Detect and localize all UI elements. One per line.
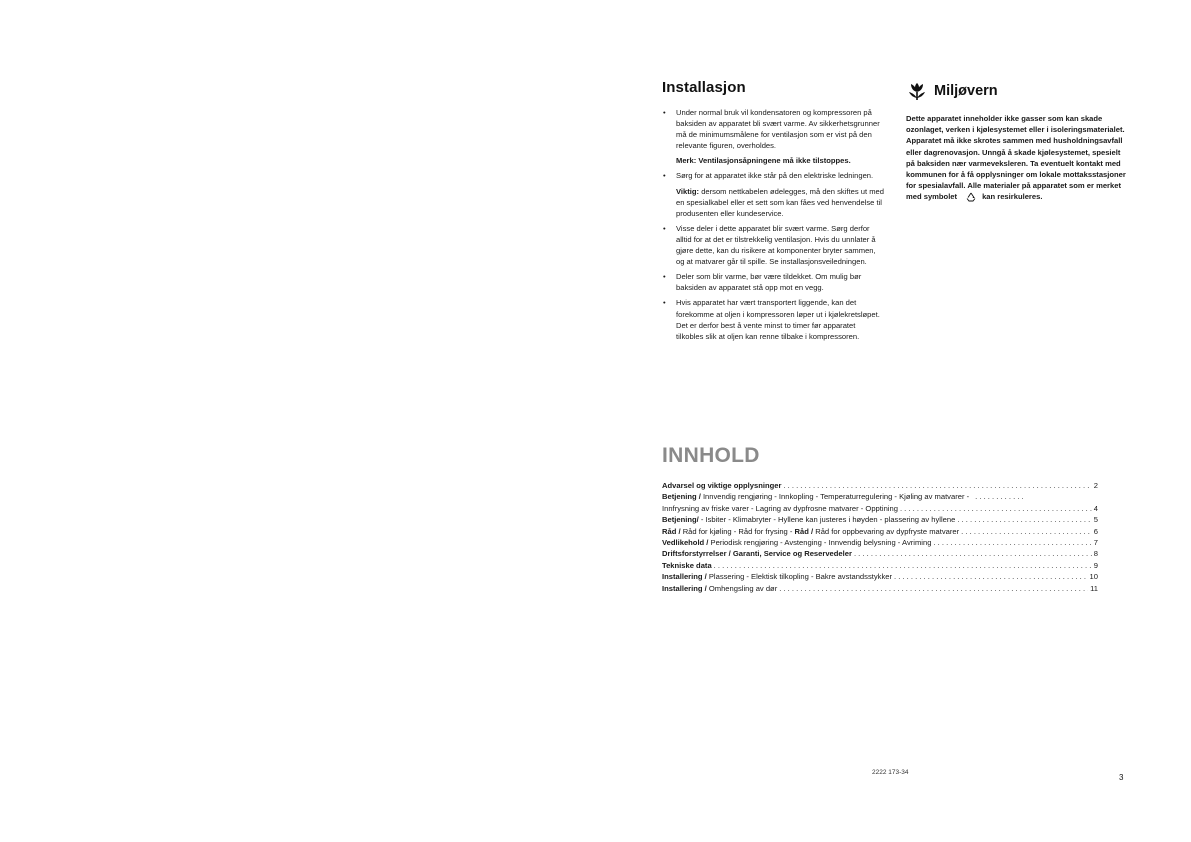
toc-row[interactable] — [662, 583, 1098, 594]
toc-entry-text: - Isbiter - Klimabryter - Hyllene kan justeres i høyden - plassering av hyllene — [698, 515, 956, 525]
toc-entry — [662, 480, 781, 491]
list-item-note: Merk: Ventilasjonsåpningene må ikke tilstoppes. — [676, 156, 851, 166]
toc-entry — [662, 503, 898, 514]
list-item-text: Under normal bruk vil kondensatoren og kompressoren på baksiden av apparatet bli svært varme. Av sikkerhetsgrunner må de minimumsmålene for ventilasjon som er vist på den relevante figuren, overholdes. — [676, 108, 880, 151]
installation-section — [662, 79, 884, 346]
installation-list — [662, 107, 884, 342]
toc-entry-bold: Driftsforstyrrelser / Garanti, Service og Reservedeler — [662, 549, 852, 559]
toc-entry-text: Periodisk rengjøring - Avstenging - Innvendig belysning - Avriming — [708, 538, 932, 548]
toc-entry — [662, 560, 712, 571]
environment-text-end: kan resirkuleres. — [982, 192, 1043, 202]
environment-section — [906, 81, 1128, 203]
toc-page-number: 5 — [1093, 515, 1098, 525]
toc-entry-bold: Betjening / — [662, 492, 701, 502]
toc-entry — [662, 583, 777, 594]
bullet-icon: • — [663, 272, 666, 282]
toc-leader — [933, 537, 1091, 548]
toc-leader — [714, 560, 1092, 571]
contents-heading: INNHOLD — [662, 444, 760, 467]
toc-leader — [957, 514, 1091, 525]
toc-entry-text: Innfrysning av friske varer - Lagring av dypfrosne matvarer - Opptining — [662, 503, 898, 513]
toc-page-number: 6 — [1093, 526, 1098, 536]
toc-entry — [662, 526, 959, 537]
list-item-text: Deler som blir varme, bør være tildekket. Om mulig bør baksiden av apparatet stå opp mot en vegg. — [676, 272, 862, 293]
toc-entry-bold: Installering / — [662, 583, 707, 593]
toc-entry-bold: Installering / — [662, 572, 707, 582]
toc-entry-text: Omhengsling av dør — [706, 583, 778, 593]
list-item — [662, 107, 884, 166]
toc-row[interactable] — [662, 571, 1098, 582]
toc-entry-text: Råd for kjøling - Råd for frysing - — [680, 526, 795, 536]
bullet-icon: • — [663, 298, 666, 308]
tulip-icon — [906, 81, 928, 101]
toc-row[interactable] — [662, 480, 1098, 491]
toc-entry-bold: Advarsel og viktige opplysninger — [662, 481, 782, 490]
installation-heading: Installasjon — [662, 79, 746, 96]
toc-entry — [662, 571, 892, 582]
bullet-icon: • — [663, 108, 666, 117]
environment-header — [906, 81, 1128, 101]
toc-leader — [961, 526, 1092, 537]
toc-entry-bold: Råd / — [662, 526, 681, 536]
list-item-text: Hvis apparatet har vært transportert liggende, kan det forekomme at oljen i kompressoren løper ut i kjølekretsløpet. Det er derfor best å vente minst to timer før apparatet tilkobles slik at oljen kan renne tilbake i kompressoren. — [676, 298, 880, 341]
toc-page-number: 9 — [1093, 560, 1098, 570]
list-item — [662, 223, 884, 267]
toc-page-number: 10 — [1089, 572, 1098, 582]
environment-text-main: Dette apparatet inneholder ikke gasser som kan skade ozonlaget, verken i kjølesystemet eller i isoleringsmaterialet. Apparatet må ikke skrotes sammen med husholdningsavfall eller dagrenovasjon. Unngå å skade kjølesystemet, spesielt på baksiden nær varmeveksleren. Ta eventuelt kontakt med kommunen for å få opplysninger om lokale mottaksstasjoner for spesialavfall. Alle materialer på apparatet som er merket med symbolet — [906, 114, 1126, 202]
toc-entry-text-2: Råd for oppbevaring av dypfryste matvarer — [813, 526, 960, 536]
toc-leader — [779, 583, 1088, 594]
toc-row[interactable] — [662, 537, 1098, 548]
toc-leader — [854, 548, 1092, 559]
list-item-text: Visse deler i dette apparatet blir svært varme. Sørg derfor alltid for at det er tilstrekkelig ventilasjon. Hvis du unnlater å gjøre dette, kan du risikere at komponenter bryter sammen, og at matvarer går til spille. Se installasjonsveiledningen. — [676, 223, 876, 267]
list-item — [662, 271, 884, 293]
bullet-icon: • — [663, 171, 666, 181]
toc-leader — [900, 503, 1092, 514]
toc-row[interactable] — [662, 491, 1098, 502]
list-item-note — [676, 186, 884, 219]
toc-row[interactable] — [662, 514, 1098, 525]
toc-entry — [662, 548, 852, 559]
toc-entry-text: Innvendig rengjøring - Innkopling - Temperaturregulering - Kjøling av matvarer - — [700, 492, 970, 502]
toc-row[interactable] — [662, 503, 1098, 514]
list-item — [662, 170, 884, 218]
toc-leader — [975, 491, 1023, 502]
note-text: dersom nettkabelen ødelegges, må den skiftes ut med en spesialkabel eller et sett som kan fåes ved henvendelse til produsenten eller kundeservice. — [676, 186, 884, 218]
toc-leader — [894, 571, 1088, 582]
toc-entry-bold: Betjening/ — [662, 515, 699, 525]
toc-page-number: 2 — [1093, 481, 1098, 490]
document-code: 2222 173-34 — [872, 769, 909, 776]
toc-entry-bold: Vedlikehold / — [662, 538, 709, 548]
toc-leader — [783, 480, 1091, 491]
toc-page-number: 7 — [1093, 538, 1098, 548]
toc-entry — [662, 491, 969, 502]
toc-row[interactable] — [662, 548, 1098, 559]
toc-entry — [662, 514, 955, 525]
table-of-contents — [662, 480, 1098, 594]
toc-entry-text: Plassering - Elektisk tilkopling - Bakre avstandsstykker — [706, 572, 893, 582]
toc-entry-bold: Tekniske data — [662, 560, 712, 570]
bullet-icon: • — [663, 223, 666, 233]
note-label: Viktig: — [676, 186, 700, 196]
toc-page-number: 11 — [1090, 583, 1098, 593]
recycle-icon — [965, 192, 977, 202]
toc-entry-bold-2: Råd / — [794, 526, 814, 536]
toc-entry — [662, 537, 931, 548]
toc-row[interactable] — [662, 560, 1098, 571]
toc-page-number: 4 — [1093, 503, 1098, 513]
list-item-text: Sørg for at apparatet ikke står på den elektriske ledningen. — [676, 171, 874, 181]
environment-text — [906, 113, 1128, 203]
toc-page-number: 8 — [1093, 549, 1098, 559]
list-item — [662, 297, 884, 341]
page-number: 3 — [1119, 773, 1124, 782]
toc-row[interactable] — [662, 526, 1098, 537]
environment-heading: Miljøvern — [934, 83, 998, 99]
